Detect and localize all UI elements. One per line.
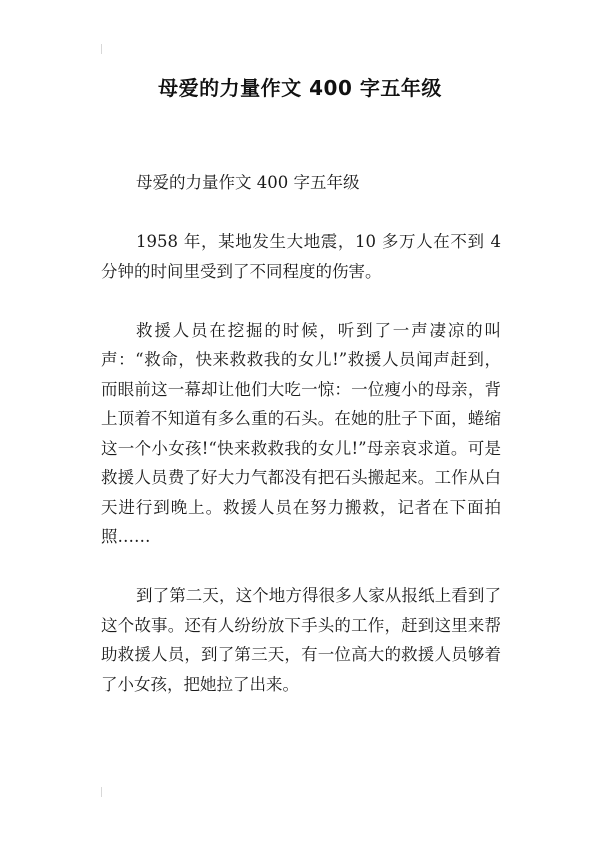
paragraph-3: 到了第二天，这个地方得很多人家从报纸上看到了这个故事。还有人纷纷放下手头的工作，赶到这里来帮助救援人员，到了第三天，有一位高大的救援人员够着了小女孩，把她拉了出来。 xyxy=(101,586,501,694)
paragraph-subtitle: 母爱的力量作文 400 字五年级 xyxy=(136,173,360,192)
page-corner-mark-top xyxy=(101,44,102,54)
paragraph-1: 1958 年，某地发生大地震，10 多万人在不到 4 分钟的时间里受到了不同程度的伤害。 xyxy=(101,232,501,281)
paragraph-2: 救援人员在挖掘的时候，听到了一声凄凉的叫声：“救命，快来救救我的女儿!”救援人员闻声赶到，而眼前这一幕却让他们大吃一惊：一位瘦小的母亲，背上顶着不知道有多么重的石头。在她的肚子下面，蜷缩这一个小女孩!“快来救救我的女儿!”母亲哀求道。可是救援人员费了好大力气都没有把石头搬起来。工作从白天进行到晚上。救援人员在努力搬救，记者在下面拍照…… xyxy=(101,320,501,546)
document-body xyxy=(101,168,501,729)
page-corner-mark-bottom xyxy=(101,787,102,797)
document-title: 母爱的力量作文 400 字五年级 xyxy=(158,76,442,100)
